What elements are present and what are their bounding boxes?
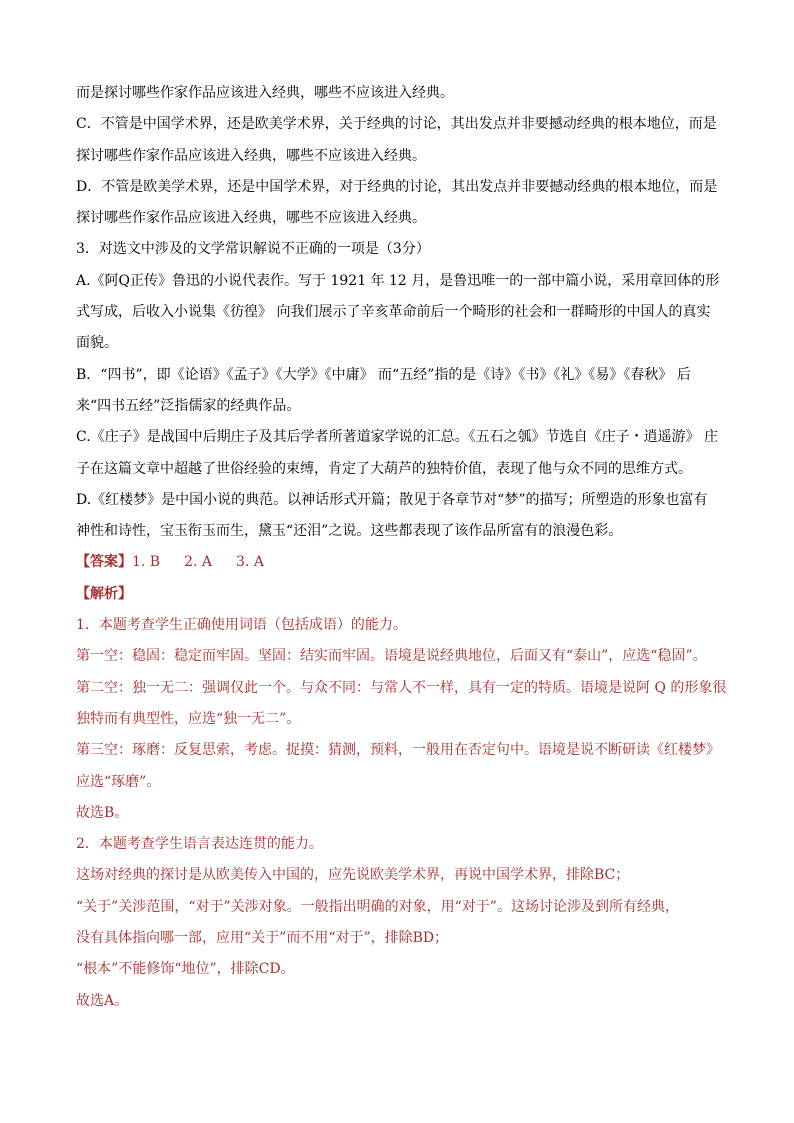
analysis-q2-p1: 这场对经典的探讨是从欧美传入中国的，应先说欧美学术界，再说中国学术界，排除BC； <box>76 867 630 884</box>
q3-option-d-line-1: D.《红楼梦》是中国小说的典范。以神话形式开篇；散见于各章节对“梦”的描写；所塑造的形象也富有 <box>76 491 708 508</box>
analysis-q1-blank2-line-1: 第二空：独一无二：强调仅此一个。与众不同：与常人不一样，具有一定的特质。语境是说阿 Q 的形象很 <box>76 679 727 696</box>
answer-item: 2. A <box>184 554 213 571</box>
option-d-line-2: 探讨哪些作家作品应该进入经典，哪些不应该进入经典。 <box>76 210 426 227</box>
q3-option-a-line-3: 面貌。 <box>76 335 118 352</box>
analysis-q1-blank3-line-1: 第三空：琢磨：反复思索，考虑。捉摸：猜测，预料，一般用在否定句中。语境是说不断研读《红楼梦》 <box>76 742 720 759</box>
question-3-stem: 3．对选文中涉及的文学常识解说不正确的一项是（3分） <box>76 241 430 258</box>
analysis-q1-blank2-line-2: 独特而有典型性，应选“独一无二”。 <box>76 710 301 727</box>
analysis-q2-p2-line-2: 没有具体指向哪一部，应用“关于”而不用“对于”，排除BD； <box>76 930 449 947</box>
q3-option-d-line-2: 神性和诗性，宝玉衔玉而生，黛玉“还泪”之说。这些都表现了该作品所富有的浪漫色彩。 <box>76 523 623 540</box>
answer-label: 【答案】 <box>76 554 132 571</box>
analysis-q1-title: 1．本题考查学生正确使用词语（包括成语）的能力。 <box>76 617 407 634</box>
q3-option-c-line-1: C.《庄子》是战国中后期庄子及其后学者所著道家学说的汇总。《五石之瓠》节选自《庄子・逍遥游》 庄 <box>76 429 719 446</box>
answer-item: 3. A <box>236 554 264 571</box>
analysis-q1-conclusion: 故选B。 <box>76 804 129 821</box>
q3-option-b-line-2: 来“四书五经”泛指儒家的经典作品。 <box>76 397 301 414</box>
q3-option-a-line-1: A.《阿Q正传》鲁迅的小说代表作。写于 1921 年 12 月，是鲁迅唯一的一部中篇小说，采用章回体的形 <box>76 272 720 289</box>
analysis-q1-blank3-line-2: 应选“琢磨”。 <box>76 773 161 790</box>
analysis-label: 【解析】 <box>76 585 132 602</box>
option-b-tail: 而是探讨哪些作家作品应该进入经典，哪些不应该进入经典。 <box>76 85 454 101</box>
option-d-line-1: D．不管是欧美学术界，还是中国学术界，对于经典的讨论，其出发点并非要撼动经典的根本地位，而是 <box>76 178 718 195</box>
analysis-q2-conclusion: 故选A。 <box>76 992 129 1009</box>
answer-item: 1. B <box>132 554 161 571</box>
analysis-q2-p2-line-1: “关于”关涉范围，“对于”关涉对象。一般指出明确的对象，用“对于”。这场讨论涉及到所有经典， <box>76 898 679 915</box>
q3-option-c-line-2: 子在这篇文章中超越了世俗经验的束缚，肯定了大葫芦的独特价值，表现了他与众不同的思维方式。 <box>76 460 692 477</box>
option-c-line-2: 探讨哪些作家作品应该进入经典，哪些不应该进入经典。 <box>76 147 426 164</box>
document-page <box>76 78 727 1017</box>
option-c-line-1: C．不管是中国学术界，还是欧美学术界，关于经典的讨论，其出发点并非要撼动经典的根本地位，而是 <box>76 116 717 133</box>
analysis-q2-p3: “根本”不能修饰“地位”，排除CD。 <box>76 961 295 978</box>
analysis-q1-blank1: 第一空：稳固：稳定而牢固。坚固：结实而牢固。语境是说经典地位，后面又有“泰山”，应选“稳固”。 <box>76 648 707 665</box>
q3-option-a-line-2: 式写成，后收入小说集《彷徨》 向我们展示了辛亥革命前后一个畸形的社会和一群畸形的中国人的真实 <box>76 304 711 321</box>
answer-line <box>76 547 724 578</box>
analysis-q2-title: 2．本题考查学生语言表达连贯的能力。 <box>76 836 323 853</box>
q3-option-b-line-1: B．“四书”，即《论语》《孟子》《大学》《中庸》 而“五经”指的是《诗》《书》《礼》《易》《春秋》 后 <box>76 366 691 383</box>
